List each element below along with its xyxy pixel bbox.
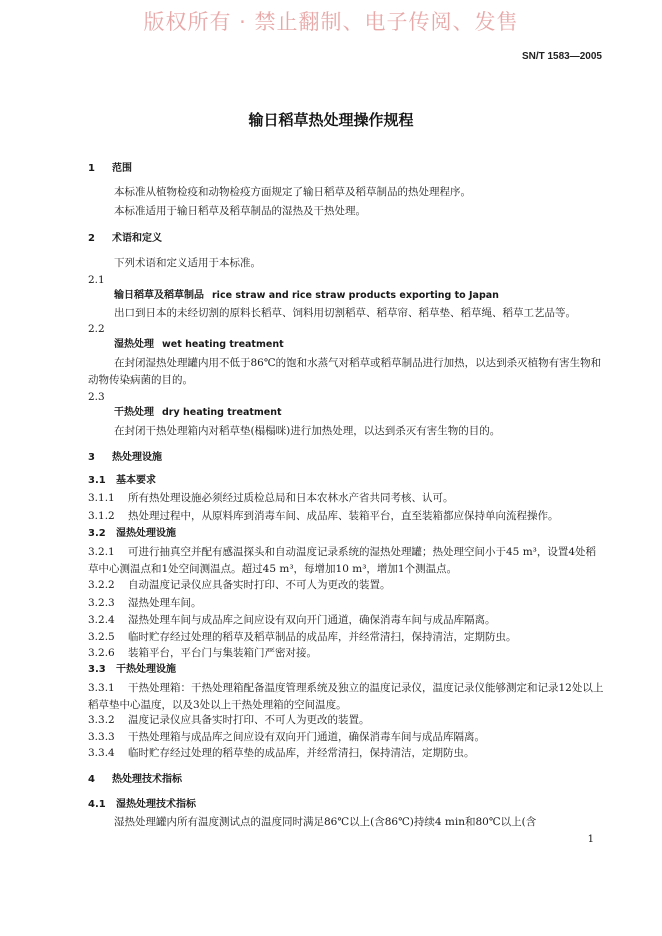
term-definition: 在封闭干热处理箱内对稻草垫(榻榻咪)进行加热处理，以达到杀灭有害生物的目的。 bbox=[114, 425, 501, 437]
section-heading-3 bbox=[88, 451, 604, 465]
paragraph: 下列术语和定义适用于本标准。 bbox=[114, 257, 261, 269]
term-heading bbox=[114, 338, 604, 352]
section-number: 3 bbox=[88, 452, 95, 463]
term-number: 2.1 bbox=[88, 274, 105, 286]
clause-number: 3.2.3 bbox=[88, 597, 115, 609]
section-title: 热处理技术指标 bbox=[112, 774, 182, 785]
section-title: 术语和定义 bbox=[112, 233, 162, 244]
term-definition: 在封闭湿热处理罐内用不低于86℃的饱和水蒸气对稻草或稻草制品进行加热，以达到杀灭植物有害生物和动物传染病菌的目的。 bbox=[88, 357, 602, 386]
clause-text: 湿热处理车间。 bbox=[128, 597, 202, 609]
paragraph: 本标准从植物检疫和动物检疫方面规定了输日稻草及稻草制品的热处理程序。 bbox=[114, 186, 471, 198]
subsection-number: 4.1 bbox=[88, 799, 106, 810]
term-en: rice straw and rice straw products exporting to Japan bbox=[212, 290, 499, 301]
section-number: 4 bbox=[88, 774, 95, 785]
subsection-number: 3.2 bbox=[88, 528, 106, 539]
section-heading-4 bbox=[88, 773, 604, 787]
clause-text: 干热处理箱：干热处理箱配备温度管理系统及独立的温度记录仪，温度记录仪能够测定和记录12处以上稻草垫中心温度，以及3处以上干热处理箱的空间温度。 bbox=[88, 682, 604, 711]
clause bbox=[88, 509, 604, 523]
clause-number: 3.2.6 bbox=[88, 647, 115, 659]
clause-number: 3.2.2 bbox=[88, 579, 115, 591]
clause-number: 3.3.1 bbox=[88, 682, 115, 694]
term-cn: 输日稻草及稻草制品 bbox=[114, 290, 204, 301]
paragraph: 湿热处理罐内所有温度测试点的温度同时满足86℃以上(含86℃)持续4 min和80℃以上(含 bbox=[114, 816, 537, 828]
subsection-number: 3.1 bbox=[88, 475, 106, 486]
clause-number: 3.1.1 bbox=[88, 492, 115, 504]
subsection-title: 干热处理设施 bbox=[116, 664, 176, 675]
clause-number: 3.2.4 bbox=[88, 614, 115, 626]
clause-text: 临时贮存经过处理的稻草垫的成品库，并经常清扫，保持清洁，定期防虫。 bbox=[128, 747, 475, 759]
subsection-heading bbox=[88, 663, 604, 677]
section-heading-2 bbox=[88, 232, 604, 246]
subsection-title: 基本要求 bbox=[116, 475, 156, 486]
section-number: 2 bbox=[88, 233, 95, 244]
clause bbox=[88, 613, 604, 627]
clause bbox=[88, 544, 604, 578]
term-en: dry heating treatment bbox=[162, 407, 282, 418]
term-heading bbox=[114, 406, 604, 420]
subsection-title: 湿热处理技术指标 bbox=[116, 799, 196, 810]
clause bbox=[88, 596, 604, 610]
clause-text: 可进行抽真空并配有感温探头和自动温度记录系统的湿热处理罐；热处理空间小于45 m³，设置4处稻草中心测温点和1处空间测温点。超过45 m³，每增加10 m³，增加1个测温点。 bbox=[88, 546, 597, 575]
standard-number: SN/T 1583—2005 bbox=[521, 51, 602, 62]
section-number: 1 bbox=[88, 163, 95, 174]
clause bbox=[88, 630, 604, 644]
section-title: 热处理设施 bbox=[112, 452, 162, 463]
page-number: 1 bbox=[587, 834, 594, 845]
clause-number: 3.3.4 bbox=[88, 747, 115, 759]
subsection-number: 3.3 bbox=[88, 664, 106, 675]
clause bbox=[88, 646, 604, 660]
clause-text: 临时贮存经过处理的稻草及稻草制品的成品库，并经常清扫，保持清洁，定期防虫。 bbox=[128, 631, 517, 643]
clause bbox=[88, 713, 604, 727]
clause-text: 热处理过程中，从原料库到消毒车间、成品库、装箱平台，直至装箱都应保持单向流程操作。 bbox=[128, 510, 559, 522]
clause bbox=[88, 746, 604, 760]
subsection-heading bbox=[88, 474, 604, 488]
clause bbox=[88, 680, 604, 714]
page-title: 输日稻草热处理操作规程 bbox=[248, 111, 414, 129]
term-number: 2.2 bbox=[88, 323, 105, 335]
term-en: wet heating treatment bbox=[162, 339, 284, 350]
clause bbox=[88, 730, 604, 744]
clause-number: 3.2.5 bbox=[88, 631, 115, 643]
watermark: 版权所有 · 禁止翻制、电子传阅、发售 bbox=[143, 10, 519, 34]
clause-number: 3.1.2 bbox=[88, 510, 115, 522]
clause bbox=[88, 578, 604, 592]
term-cn: 干热处理 bbox=[114, 407, 154, 418]
term-definition: 出口到日本的未经切割的原料长稻草、饲料用切割稻草、稻草帘、稻草垫、稻草绳、稻草工艺品等。 bbox=[114, 307, 576, 319]
subsection-title: 湿热处理设施 bbox=[116, 528, 176, 539]
paragraph: 本标准适用于输日稻草及稻草制品的湿热及干热处理。 bbox=[114, 205, 366, 217]
clause-number: 3.3.3 bbox=[88, 731, 115, 743]
term-heading bbox=[114, 289, 604, 303]
clause-number: 3.2.1 bbox=[88, 546, 115, 558]
term-cn: 湿热处理 bbox=[114, 339, 154, 350]
clause bbox=[88, 491, 604, 505]
clause-text: 装箱平台，平台门与集装箱门严密对接。 bbox=[128, 647, 317, 659]
clause-text: 湿热处理车间与成品库之间应设有双向开门通道，确保消毒车间与成品库隔离。 bbox=[128, 614, 496, 626]
section-heading-1 bbox=[88, 162, 604, 176]
term-number: 2.3 bbox=[88, 391, 105, 403]
subsection-heading bbox=[88, 798, 604, 812]
clause-text: 温度记录仪应具备实时打印、不可人为更改的装置。 bbox=[128, 714, 370, 726]
clause-text: 所有热处理设施必须经过质检总局和日本农林水产省共同考核、认可。 bbox=[128, 492, 454, 504]
clause-text: 自动温度记录仪应具备实时打印、不可人为更改的装置。 bbox=[128, 579, 391, 591]
section-title: 范围 bbox=[112, 163, 132, 174]
clause-text: 干热处理箱与成品库之间应设有双向开门通道，确保消毒车间与成品库隔离。 bbox=[128, 731, 485, 743]
clause-number: 3.3.2 bbox=[88, 714, 115, 726]
subsection-heading bbox=[88, 527, 604, 541]
